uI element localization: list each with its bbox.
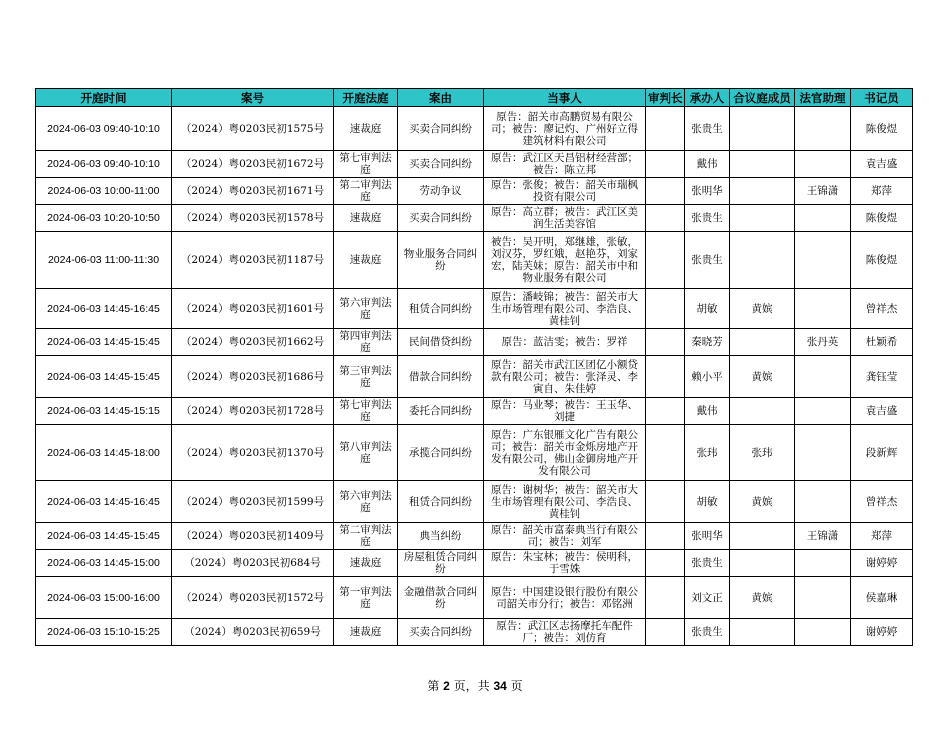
handler-cell-text: 张贵生: [691, 254, 723, 266]
parties-cell-text: 原告：韶关市武江区团亿小额贷款有限公司；被告：张泽灵、李寅自、朱佳婷: [491, 358, 638, 395]
cause-cell: [398, 107, 484, 151]
handler-cell-text: 张贵生: [691, 626, 723, 638]
clerk-cell: [851, 232, 913, 289]
assistant-cell: [795, 178, 851, 205]
case-number-cell: [172, 356, 334, 398]
cause-cell: [398, 151, 484, 178]
clerk-cell: [851, 289, 913, 329]
case-number-cell: [172, 425, 334, 481]
parties-cell: [484, 619, 646, 646]
time-cell-text: 2024-06-03 14:45-18:00: [47, 446, 160, 459]
parties-cell: [484, 523, 646, 550]
clerk-cell-text: 曾祥杰: [865, 302, 898, 315]
time-cell-text: 2024-06-03 14:45-16:45: [47, 302, 160, 315]
parties-cell: [484, 232, 646, 289]
parties-cell: [484, 151, 646, 178]
case-number-cell-text: （2024）粤0203民初1686号: [180, 370, 325, 383]
handler-cell-text: 戴伟: [696, 405, 718, 417]
time-cell: [36, 151, 172, 178]
col-header-parties: 当事人: [484, 89, 646, 107]
panel-cell: [730, 356, 795, 398]
clerk-cell-text: 袁吉盛: [865, 158, 898, 170]
time-cell-text: 2024-06-03 14:45-15:45: [47, 336, 160, 348]
handler-cell-text: 张玮: [696, 446, 718, 459]
cause-cell: [398, 356, 484, 398]
table-row: [36, 425, 913, 481]
col-header-assistant: 法官助理: [795, 89, 851, 107]
court-cell-text: 第二审判法庭: [339, 524, 392, 548]
parties-cell: [484, 205, 646, 232]
cause-cell-text: 租赁合同纠纷: [409, 302, 472, 315]
clerk-cell: [851, 481, 913, 523]
parties-cell: [484, 107, 646, 151]
chief-judge-cell: [646, 481, 685, 523]
clerk-cell-text: 谢婷婷: [865, 557, 898, 569]
cause-cell: [398, 481, 484, 523]
parties-cell: [484, 425, 646, 481]
chief-judge-cell: [646, 151, 685, 178]
cause-cell-text: 买卖合同纠纷: [409, 158, 472, 170]
time-cell-text: 2024-06-03 14:45-15:45: [47, 530, 160, 542]
clerk-cell: [851, 107, 913, 151]
case-number-cell: [172, 577, 334, 619]
assistant-cell-text: 王锦潇: [806, 530, 839, 542]
handler-cell: [685, 289, 730, 329]
clerk-cell-text: 郑萍: [871, 530, 892, 542]
case-number-cell-text: （2024）粤0203民初1187号: [180, 254, 325, 266]
time-cell: [36, 329, 172, 356]
parties-cell-text: 原告：韶关市高鹏贸易有限公司；被告：廖记灼、广州好立得建筑材料有限公司: [491, 110, 638, 147]
clerk-cell-text: 袁吉盛: [865, 405, 898, 417]
cause-cell: [398, 205, 484, 232]
clerk-cell: [851, 151, 913, 178]
time-cell: [36, 523, 172, 550]
clerk-cell-text: 郑萍: [871, 185, 892, 197]
handler-cell-text: 刘文正: [691, 591, 723, 604]
parties-cell-text: 被告：吴开明，郑继雄，张敏，刘汉芬，罗红娥，赵艳芬，刘家宏，陆芙妹；原告：韶关市中和物业服务有限公司: [491, 236, 638, 284]
case-number-cell: [172, 232, 334, 289]
panel-cell-text: 黄嫔: [751, 370, 773, 383]
col-header-handler: 承办人: [685, 89, 730, 107]
cause-cell-text: 物业服务合同纠纷: [403, 248, 478, 272]
court-cell-text: 第四审判法庭: [339, 330, 392, 354]
court-cell: [334, 289, 398, 329]
handler-cell-text: 戴伟: [696, 158, 718, 170]
parties-cell-text: 原告：谢树华；被告：韶关市大生市场管理有限公司、李浩良、黄桂钊: [491, 483, 638, 520]
table-row: [36, 550, 913, 577]
court-cell-text: 第二审判法庭: [339, 179, 392, 203]
handler-cell: [685, 550, 730, 577]
court-cell-text: 速裁庭: [349, 254, 382, 266]
court-cell-text: 速裁庭: [349, 626, 382, 638]
parties-cell-text: 原告：武江区天昌铝材经营部；被告：陈立邦: [491, 152, 638, 176]
cause-cell: [398, 619, 484, 646]
time-cell: [36, 232, 172, 289]
clerk-cell: [851, 425, 913, 481]
handler-cell: [685, 329, 730, 356]
case-number-cell-text: （2024）粤0203民初659号: [184, 626, 321, 638]
table-row: [36, 178, 913, 205]
table-row: [36, 619, 913, 646]
clerk-cell-text: 陈俊煜: [865, 122, 898, 135]
table-row: [36, 151, 913, 178]
col-header-court: 开庭法庭: [334, 89, 398, 107]
cause-cell: [398, 329, 484, 356]
assistant-cell: [795, 232, 851, 289]
time-cell-text: 2024-06-03 14:45-15:00: [47, 557, 160, 569]
handler-cell-text: 张贵生: [691, 122, 723, 135]
panel-cell: [730, 481, 795, 523]
clerk-cell-text: 谢婷婷: [865, 626, 898, 638]
clerk-cell: [851, 619, 913, 646]
cause-cell-text: 房屋租赁合同纠纷: [403, 551, 478, 575]
handler-cell-text: 张明华: [691, 530, 723, 542]
parties-cell: [484, 178, 646, 205]
time-cell: [36, 577, 172, 619]
handler-cell-text: 张贵生: [691, 557, 723, 569]
assistant-cell: [795, 289, 851, 329]
court-cell: [334, 232, 398, 289]
chief-judge-cell: [646, 398, 685, 425]
time-cell: [36, 289, 172, 329]
chief-judge-cell: [646, 577, 685, 619]
handler-cell: [685, 356, 730, 398]
case-number-cell: [172, 550, 334, 577]
case-number-cell: [172, 398, 334, 425]
assistant-cell: [795, 523, 851, 550]
time-cell-text: 2024-06-03 11:00-11:30: [47, 254, 160, 266]
cause-cell: [398, 232, 484, 289]
table-row: [36, 481, 913, 523]
assistant-cell: [795, 329, 851, 356]
handler-cell-text: 胡敏: [696, 302, 718, 315]
table-row: [36, 289, 913, 329]
court-cell-text: 速裁庭: [349, 212, 382, 224]
case-number-cell: [172, 289, 334, 329]
case-number-cell: [172, 178, 334, 205]
col-header-cause: 案由: [398, 89, 484, 107]
chief-judge-cell: [646, 523, 685, 550]
parties-cell: [484, 577, 646, 619]
assistant-cell: [795, 619, 851, 646]
court-cell: [334, 523, 398, 550]
case-number-cell-text: （2024）粤0203民初1572号: [180, 591, 325, 604]
court-cell: [334, 550, 398, 577]
cause-cell: [398, 178, 484, 205]
case-number-cell-text: （2024）粤0203民初1575号: [180, 122, 325, 135]
time-cell: [36, 205, 172, 232]
assistant-cell: [795, 356, 851, 398]
table-body: [36, 107, 913, 646]
time-cell: [36, 481, 172, 523]
chief-judge-cell: [646, 356, 685, 398]
handler-cell-text: 胡敏: [696, 495, 718, 508]
cause-cell: [398, 425, 484, 481]
cause-cell-text: 民间借贷纠纷: [409, 336, 472, 348]
case-number-cell: [172, 481, 334, 523]
case-number-cell-text: （2024）粤0203民初1370号: [180, 446, 325, 459]
panel-cell: [730, 107, 795, 151]
court-cell-text: 第一审判法庭: [339, 585, 392, 610]
panel-cell: [730, 289, 795, 329]
clerk-cell: [851, 205, 913, 232]
col-header-time: 开庭时间: [36, 89, 172, 107]
footer-page-number: 2: [443, 679, 450, 693]
table-row: [36, 523, 913, 550]
case-number-cell: [172, 205, 334, 232]
clerk-cell-text: 侯嘉琳: [865, 591, 898, 604]
clerk-cell: [851, 523, 913, 550]
cause-cell: [398, 550, 484, 577]
case-number-cell-text: （2024）粤0203民初1671号: [180, 185, 325, 197]
table-row: [36, 232, 913, 289]
handler-cell-text: 赖小平: [691, 370, 723, 383]
court-cell-text: 第三审判法庭: [339, 364, 392, 389]
footer-middle: 页，共: [449, 679, 494, 693]
panel-cell: [730, 619, 795, 646]
parties-cell-text: 原告：高立群；被告：武江区美润生活美容馆: [491, 206, 638, 230]
court-cell: [334, 178, 398, 205]
assistant-cell: [795, 577, 851, 619]
case-number-cell-text: （2024）粤0203民初1728号: [180, 405, 325, 417]
time-cell-text: 2024-06-03 14:45-15:15: [47, 405, 160, 417]
court-cell: [334, 481, 398, 523]
handler-cell: [685, 178, 730, 205]
court-cell: [334, 151, 398, 178]
time-cell-text: 2024-06-03 10:20-10:50: [47, 212, 160, 224]
time-cell: [36, 178, 172, 205]
case-number-cell-text: （2024）粤0203民初1662号: [180, 336, 325, 348]
page-footer: [0, 677, 950, 694]
handler-cell-text: 张贵生: [691, 212, 723, 224]
handler-cell: [685, 425, 730, 481]
chief-judge-cell: [646, 329, 685, 356]
handler-cell: [685, 232, 730, 289]
panel-cell: [730, 178, 795, 205]
cause-cell-text: 金融借款合同纠纷: [403, 585, 478, 610]
case-number-cell: [172, 107, 334, 151]
clerk-cell: [851, 550, 913, 577]
panel-cell-text: 黄嫔: [751, 302, 773, 315]
footer-total-pages: 34: [493, 679, 507, 693]
cause-cell-text: 租赁合同纠纷: [409, 495, 472, 508]
time-cell-text: 2024-06-03 10:00-11:00: [47, 185, 160, 197]
court-cell: [334, 398, 398, 425]
panel-cell-text: 黄嫔: [751, 495, 773, 508]
table-row: [36, 398, 913, 425]
handler-cell: [685, 205, 730, 232]
assistant-cell: [795, 107, 851, 151]
table-row: [36, 577, 913, 619]
handler-cell-text: 张明华: [691, 185, 723, 197]
parties-cell-text: 原告：广东银雁文化广告有限公司；被告：韶关市金烁房地产开发有限公司，佛山金御房地产开发有限公司: [491, 428, 638, 477]
court-cell-text: 速裁庭: [349, 122, 382, 135]
clerk-cell: [851, 577, 913, 619]
time-cell-text: 2024-06-03 09:40-10:10: [47, 158, 160, 170]
panel-cell: [730, 550, 795, 577]
court-cell: [334, 577, 398, 619]
clerk-cell-text: 段新辉: [865, 446, 898, 459]
panel-cell: [730, 329, 795, 356]
court-cell: [334, 205, 398, 232]
court-cell-text: 第七审判法庭: [339, 399, 392, 423]
cause-cell-text: 典当纠纷: [419, 530, 462, 542]
cause-cell: [398, 398, 484, 425]
court-cell-text: 第七审判法庭: [339, 152, 392, 176]
assistant-cell: [795, 550, 851, 577]
handler-cell: [685, 398, 730, 425]
panel-cell: [730, 398, 795, 425]
court-cell-text: 第八审判法庭: [339, 440, 392, 465]
case-number-cell-text: （2024）粤0203民初1578号: [180, 212, 325, 224]
handler-cell: [685, 619, 730, 646]
assistant-cell-text: 王锦潇: [806, 185, 839, 197]
col-header-chief-judge: 审判长: [646, 89, 685, 107]
time-cell-text: 2024-06-03 09:40-10:10: [47, 122, 160, 135]
table-row: [36, 356, 913, 398]
parties-cell: [484, 550, 646, 577]
case-number-cell: [172, 151, 334, 178]
court-cell: [334, 619, 398, 646]
time-cell: [36, 398, 172, 425]
time-cell: [36, 619, 172, 646]
cause-cell-text: 承揽合同纠纷: [409, 446, 472, 459]
handler-cell: [685, 151, 730, 178]
chief-judge-cell: [646, 178, 685, 205]
clerk-cell-text: 杜颖希: [865, 336, 898, 348]
case-number-cell: [172, 329, 334, 356]
clerk-cell: [851, 398, 913, 425]
cause-cell-text: 劳动争议: [419, 185, 462, 197]
case-number-cell-text: （2024）粤0203民初684号: [184, 557, 321, 569]
parties-cell-text: 原告：朱宝林；被告：侯明科，于雪姝: [491, 551, 638, 575]
panel-cell-text: 张玮: [751, 446, 773, 459]
cause-cell: [398, 289, 484, 329]
chief-judge-cell: [646, 289, 685, 329]
court-cell-text: 第六审判法庭: [339, 296, 392, 321]
cause-cell-text: 借款合同纠纷: [409, 370, 472, 383]
court-cell-text: 第六审判法庭: [339, 489, 392, 514]
case-number-cell: [172, 619, 334, 646]
chief-judge-cell: [646, 425, 685, 481]
parties-cell: [484, 289, 646, 329]
panel-cell: [730, 205, 795, 232]
case-number-cell-text: （2024）粤0203民初1601号: [180, 302, 325, 315]
case-number-cell-text: （2024）粤0203民初1409号: [180, 530, 325, 542]
case-number-cell-text: （2024）粤0203民初1672号: [180, 158, 325, 170]
handler-cell: [685, 107, 730, 151]
panel-cell: [730, 523, 795, 550]
col-header-case-no: 案号: [172, 89, 334, 107]
case-number-cell-text: （2024）粤0203民初1599号: [180, 495, 325, 508]
table-row: [36, 329, 913, 356]
cause-cell-text: 买卖合同纠纷: [409, 122, 472, 135]
court-cell: [334, 356, 398, 398]
parties-cell-text: 原告：潘岐锦；被告：韶关市大生市场管理有限公司、李浩良、黄桂钊: [491, 290, 638, 327]
hearing-schedule-table: [35, 88, 913, 646]
cause-cell: [398, 523, 484, 550]
handler-cell: [685, 481, 730, 523]
panel-cell: [730, 577, 795, 619]
clerk-cell: [851, 178, 913, 205]
time-cell-text: 2024-06-03 15:00-16:00: [47, 591, 160, 604]
parties-cell-text: 原告：中国建设银行股份有限公司韶关市分行；被告：邓铭洲: [491, 585, 638, 610]
assistant-cell: [795, 205, 851, 232]
chief-judge-cell: [646, 232, 685, 289]
handler-cell: [685, 577, 730, 619]
clerk-cell-text: 曾祥杰: [865, 495, 898, 508]
time-cell: [36, 356, 172, 398]
court-cell: [334, 425, 398, 481]
chief-judge-cell: [646, 205, 685, 232]
chief-judge-cell: [646, 619, 685, 646]
cause-cell-text: 买卖合同纠纷: [409, 626, 472, 638]
table-row: [36, 107, 913, 151]
assistant-cell: [795, 425, 851, 481]
cause-cell-text: 委托合同纠纷: [409, 405, 472, 417]
court-cell: [334, 329, 398, 356]
col-header-panel: 合议庭成员: [730, 89, 795, 107]
cause-cell: [398, 577, 484, 619]
assistant-cell: [795, 481, 851, 523]
time-cell-text: 2024-06-03 14:45-15:45: [47, 370, 160, 383]
court-cell: [334, 107, 398, 151]
cause-cell-text: 买卖合同纠纷: [409, 212, 472, 224]
table-header-row: [36, 89, 913, 107]
clerk-cell-text: 陈俊煜: [865, 254, 898, 266]
parties-cell: [484, 356, 646, 398]
time-cell-text: 2024-06-03 14:45-16:45: [47, 495, 160, 508]
footer-prefix: 第: [427, 679, 444, 693]
panel-cell-text: 黄嫔: [751, 591, 773, 604]
parties-cell-text: 原告：韶关市富泰典当行有限公司；被告：刘军: [491, 524, 638, 548]
panel-cell: [730, 151, 795, 178]
clerk-cell-text: 陈俊煜: [865, 212, 898, 224]
footer-suffix: 页: [506, 679, 523, 693]
parties-cell-text: 原告：马业琴；被告：王玉华、刘捷: [491, 399, 638, 423]
case-number-cell: [172, 523, 334, 550]
panel-cell: [730, 425, 795, 481]
chief-judge-cell: [646, 107, 685, 151]
clerk-cell-text: 龚钰莹: [865, 370, 898, 383]
parties-cell: [484, 398, 646, 425]
parties-cell: [484, 329, 646, 356]
col-header-clerk: 书记员: [851, 89, 913, 107]
time-cell-text: 2024-06-03 15:10-15:25: [47, 626, 160, 638]
parties-cell-text: 原告：张俊；被告：韶关市瑞枫投资有限公司: [491, 179, 638, 203]
parties-cell: [484, 481, 646, 523]
assistant-cell: [795, 398, 851, 425]
parties-cell-text: 原告：蓝洁雯；被告：罗祥: [501, 336, 628, 348]
panel-cell: [730, 232, 795, 289]
handler-cell: [685, 523, 730, 550]
parties-cell-text: 原告：武江区志扬摩托车配件厂；被告：刘仿育: [496, 620, 633, 644]
court-cell-text: 速裁庭: [349, 557, 382, 569]
chief-judge-cell: [646, 550, 685, 577]
assistant-cell: [795, 151, 851, 178]
time-cell: [36, 550, 172, 577]
handler-cell-text: 秦晓芳: [691, 336, 723, 348]
assistant-cell-text: 张丹英: [806, 336, 839, 348]
clerk-cell: [851, 356, 913, 398]
table-row: [36, 205, 913, 232]
time-cell: [36, 107, 172, 151]
time-cell: [36, 425, 172, 481]
clerk-cell: [851, 329, 913, 356]
